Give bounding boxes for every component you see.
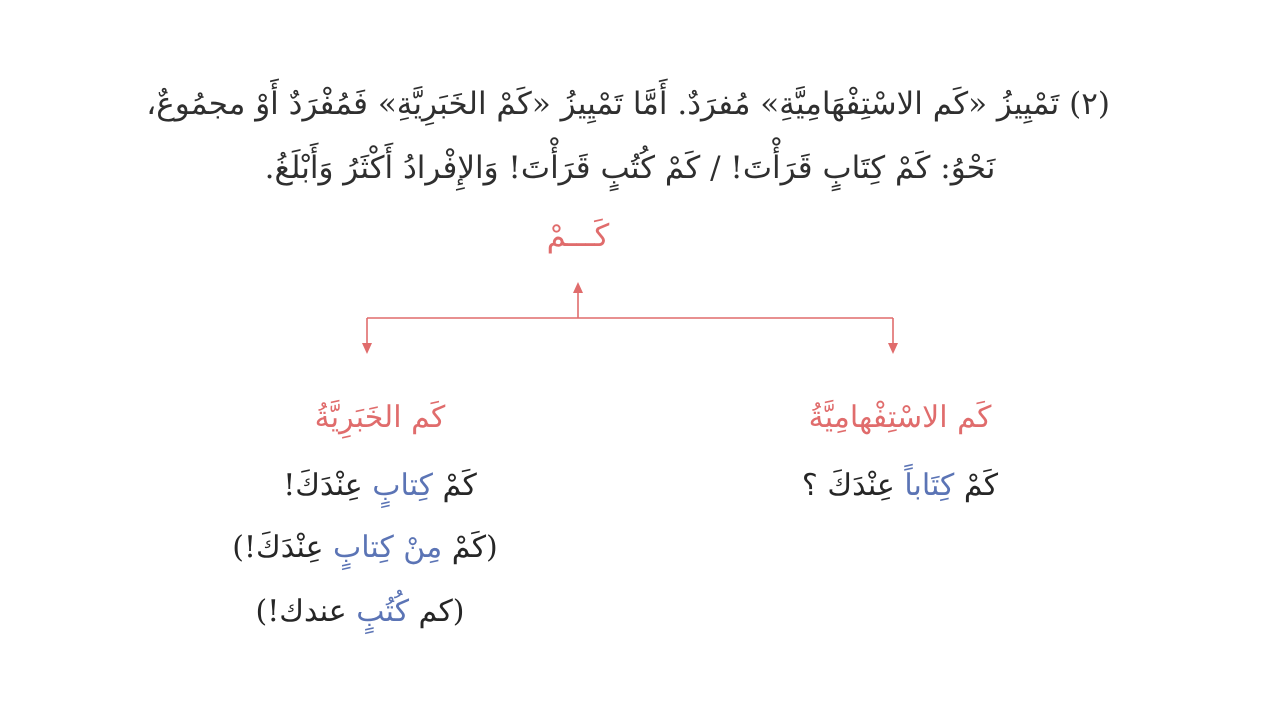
right-branch-title: كَم الاسْتِفْهامِيَّةُ — [808, 400, 992, 435]
left-example-3 — [210, 594, 510, 629]
example-highlight: مِنْ كِتابٍ — [333, 530, 443, 565]
example-text: عندك!) — [255, 594, 357, 629]
example-highlight: كِتابٍ — [372, 468, 433, 503]
left-example-2 — [200, 530, 530, 565]
example-text: عِنْدَكَ!) — [232, 530, 334, 565]
example-text: كَمْ — [432, 468, 477, 503]
example-text: (كم — [409, 594, 465, 629]
example-text: كَمْ — [954, 468, 999, 503]
example-text: عِنْدَكَ! — [283, 468, 373, 503]
right-example-1 — [770, 468, 1030, 503]
arrow-down-left-icon — [362, 343, 372, 354]
arrow-down-right-icon — [888, 343, 898, 354]
example-text: (كَمْ — [442, 530, 498, 565]
left-example-1 — [230, 468, 530, 503]
tree-root-label: كَـــمْ — [546, 218, 610, 254]
arrow-up-icon — [573, 282, 583, 293]
example-text: عِنْدَكَ ؟ — [801, 468, 905, 503]
paragraph-line-2: نَحْوُ: كَمْ كِتَابٍ قَرَأْتَ! / كَمْ كُتُبٍ قَرَأْتَ! وَالإِفْرادُ أَكْثَرُ وَأَبْلَغُ. — [264, 150, 996, 186]
paragraph-line-1: (٢) تَمْيِيزُ «كَم الاسْتِفْهَامِيَّةِ» مُفرَدٌ. أَمَّا تَمْيِيزُ «كَمْ الخَبَرِيَّةِ» فَمُفْرَدٌ أَوْ مجمُوعٌ، — [146, 86, 1110, 122]
example-highlight: كُتُبٍ — [356, 594, 410, 629]
example-highlight: كِتَاباً — [904, 468, 955, 503]
left-branch-title: كَم الخَبَرِيَّةُ — [314, 400, 446, 435]
